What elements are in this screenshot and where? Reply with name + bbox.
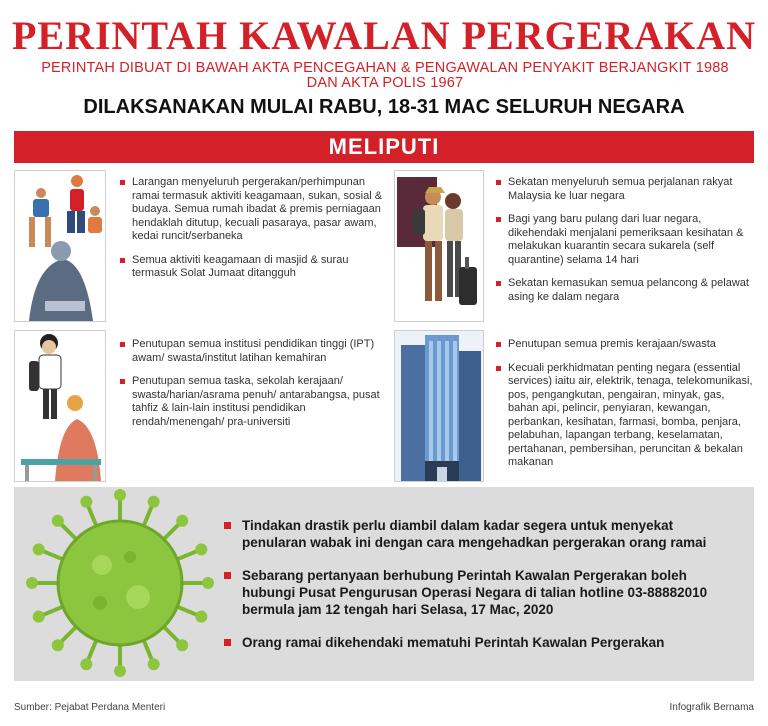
infographic-credit: Infografik Bernama (669, 702, 754, 713)
list-item: Penutupan semua institusi pendidikan tinggi (IPT) awam/ swasta/institut latihan kemahiran (120, 338, 384, 365)
page-subtitle: PERINTAH DIBUAT DI BAWAH AKTA PENCEGAHAN & PENGAWALAN PENYAKIT BERJANGKIT 1988 DAN AKTA POLIS 1967 (41, 60, 729, 91)
list-item: Larangan menyeluruh pergerakan/perhimpunan ramai termasuk aktiviti keagamaan, sukan, sosial & budaya. Semua rumah ibadat & premis perniagaan hendaklah ditutup, kecuali pasaraya, pasar awam, kedai runcit/serbaneka (120, 176, 384, 244)
travel-bullets (496, 176, 754, 314)
panel-gatherings (14, 170, 384, 325)
notice-panel (14, 487, 754, 681)
source-credit: Sumber: Pejabat Perdana Menteri (14, 702, 166, 713)
page-title: PERINTAH KAWALAN PERGERAKAN (11, 13, 757, 58)
students-illustration-icon (14, 330, 106, 482)
list-item: Bagi yang baru pulang dari luar negara, dikehendaki menjalani pemeriksaan kesihatan & melakukan kuarantin secara sukarela (self quarantine) selama 14 hari (496, 213, 754, 267)
list-item: Semua aktiviti keagamaan di masjid & surau termasuk Solat Jumaat ditangguh (120, 254, 384, 281)
section-banner: MELIPUTI (14, 131, 754, 163)
premises-bullets (496, 338, 754, 480)
panel-premises (394, 330, 754, 482)
list-item: Sebarang pertanyaan berhubung Perintah Kawalan Pergerakan boleh hubungi Pusat Pengurusan Operasi Negara di talian hotline 03-88882010 bermula jam 12 tengah hari Selasa, 17 Mac, 2020 (224, 567, 734, 618)
list-item: Orang ramai dikehendaki mematuhi Perintah Kawalan Pergerakan (224, 634, 734, 651)
sports-prayer-illustration-icon (14, 170, 106, 322)
notice-bullets (224, 517, 734, 667)
list-item: Tindakan drastik perlu diambil dalam kadar segera untuk menyekat penularan wabak ini dengan cara mengehadkan pergerakan orang ramai (224, 517, 734, 551)
list-item: Sekatan menyeluruh semua perjalanan rakyat Malaysia ke luar negara (496, 176, 754, 203)
office-building-illustration-icon (394, 330, 484, 482)
travellers-illustration-icon (394, 170, 484, 322)
list-item: Penutupan semua taska, sekolah kerajaan/ swasta/harian/asrama penuh/ antarabangsa, pusat tahfiz & lain-lain institusi pendidikan rendah/menengah/ pra-universiti (120, 375, 384, 429)
panel-education (14, 330, 384, 482)
list-item: Penutupan semua premis kerajaan/swasta (496, 338, 754, 352)
virus-illustration-icon (20, 485, 220, 681)
panel-travel (394, 170, 754, 325)
list-item: Sekatan kemasukan semua pelancong & pelawat asing ke dalam negara (496, 277, 754, 304)
list-item: Kecuali perkhidmatan penting negara (essential services) iaitu air, elektrik, tenaga, telekomunikasi, pos, pengangkutan, pengairan, minyak, gas, bahan api, pelincir, penyiaran, kewangan, perbankan, kesihatan, farmasi, bomba, penjara, pelabuhan, lapangan terbang, keselamatan, pertahanan, pembersihan, peruncitan & bekalan makanan (496, 362, 754, 470)
education-bullets (120, 338, 384, 439)
effective-dates: DILAKSANAKAN MULAI RABU, 18-31 MAC SELURUH NEGARA (83, 96, 685, 118)
gatherings-bullets (120, 176, 384, 291)
